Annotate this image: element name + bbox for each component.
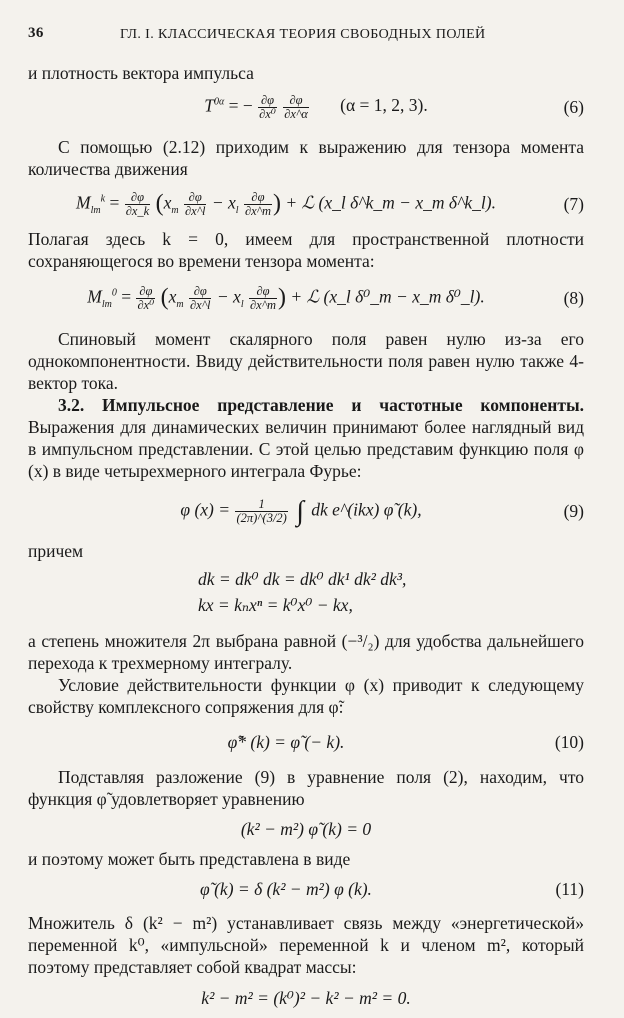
paragraph: и плотность вектора импульса <box>28 63 254 83</box>
equation-9: φ (x) = $\frac{1}{(2\pi)\^{}(3/2)}$ ∫ dk e^(ikx) φ̃ (k), (9) <box>180 496 584 528</box>
equation-field: (k² − m²) φ̃ (k) = 0 <box>240 819 372 839</box>
equation-7: $M_{lm}^k$ = $\frac{\partial\varphi}{\partial x\_k}$ ($x_m$ $\frac{\partial\varphi}{\partial x\^{}l}$ − $x_l$ $\frac{\partial\varphi}{\partial x\^{}m}$ ) + ℒ (x_l δ^k_m − x_m δ^k_l). (7) <box>76 189 584 218</box>
equation-number: (10) <box>554 732 584 752</box>
paragraph: Условие действительности функции φ (x) приводит к следующему свойству комплексного сопряжения для φ̃: <box>28 675 584 717</box>
equation-number: (6) <box>563 97 584 117</box>
equation-dk: dk = dk⁰ dk = dk⁰ dk¹ dk² dk³, kx = kₙxⁿ = k⁰x⁰ − kx, <box>198 569 407 615</box>
equation-mass: k² − m² = (k⁰)² − k² − m² = 0. <box>201 988 411 1008</box>
running-head <box>28 20 584 46</box>
page-number: 36 <box>28 25 44 41</box>
equation-number: (9) <box>563 501 584 521</box>
equation-11: φ̃ (k) = δ (k² − m²) φ (k). (11) <box>200 879 584 899</box>
paragraph: С помощью (2.12) приходим к выражению для тензора момента количества движения <box>28 137 584 179</box>
equation-6: $T^{0\alpha}$ = − $\frac{\partial\varphi}{\text{∂x⁰}}$ $\frac{\partial\varphi}{\partial x\^{}\alpha}$ (α = 1, 2, 3). (6) <box>204 92 584 121</box>
section-title: 3.2. Импульсное представление и частотные компоненты. <box>58 395 584 415</box>
section-paragraph: 3.2. Импульсное представление и частотные компоненты. Выражения для динамических величин принимают более наглядный вид в импульсном представлении. С этой целью представим функцию поля φ (x) в виде четырехмерного интеграла Фурье: <box>28 395 584 481</box>
paragraph: и поэтому может быть представлена в виде <box>28 849 351 869</box>
page <box>28 20 584 1018</box>
equation-8: $M_{lm}^0$ = $\frac{\partial\varphi}{\text{∂x⁰}}$ ($x_m$ $\frac{\partial\varphi}{\partial x\^{}l}$ − $x_l$ $\frac{\partial\varphi}{\partial x\^{}m}$ ) + ℒ (x_l δ⁰_m − x_m δ⁰_l). (8) <box>87 283 584 312</box>
equation-10: φ̃* (k) = φ̃ (− k). (10) <box>227 732 584 752</box>
equation-number: (8) <box>563 288 584 308</box>
paragraph: причем <box>28 541 84 561</box>
paragraph: Спиновый момент скалярного поля равен нулю из-за его однокомпонентности. Ввиду действительности поля равен нулю также 4-вектор тока. <box>28 329 584 393</box>
paragraph: Подставляя разложение (9) в уравнение поля (2), находим, что функция φ̃ удовлетворяет уравнению <box>28 767 584 809</box>
paragraph: Множитель δ (k² − m²) устанавливает связь между «энергетической» переменной k⁰, «импульсной» переменной k и членом m², который поэтому представляет собой квадрат массы: <box>28 913 584 977</box>
paragraph: а степень множителя 2π выбрана равной (−³/₂) для удобства дальнейшего перехода к трехмерному интегралу. <box>28 631 584 673</box>
equation-number: (11) <box>555 879 584 899</box>
running-title: ГЛ. I. КЛАССИЧЕСКАЯ ТЕОРИЯ СВОБОДНЫХ ПОЛЕЙ <box>120 27 486 42</box>
paragraph: Полагая здесь k = 0, имеем для пространственной плотности сохраняющегося во времени тензора момента: <box>28 229 584 271</box>
equation-number: (7) <box>563 194 584 214</box>
